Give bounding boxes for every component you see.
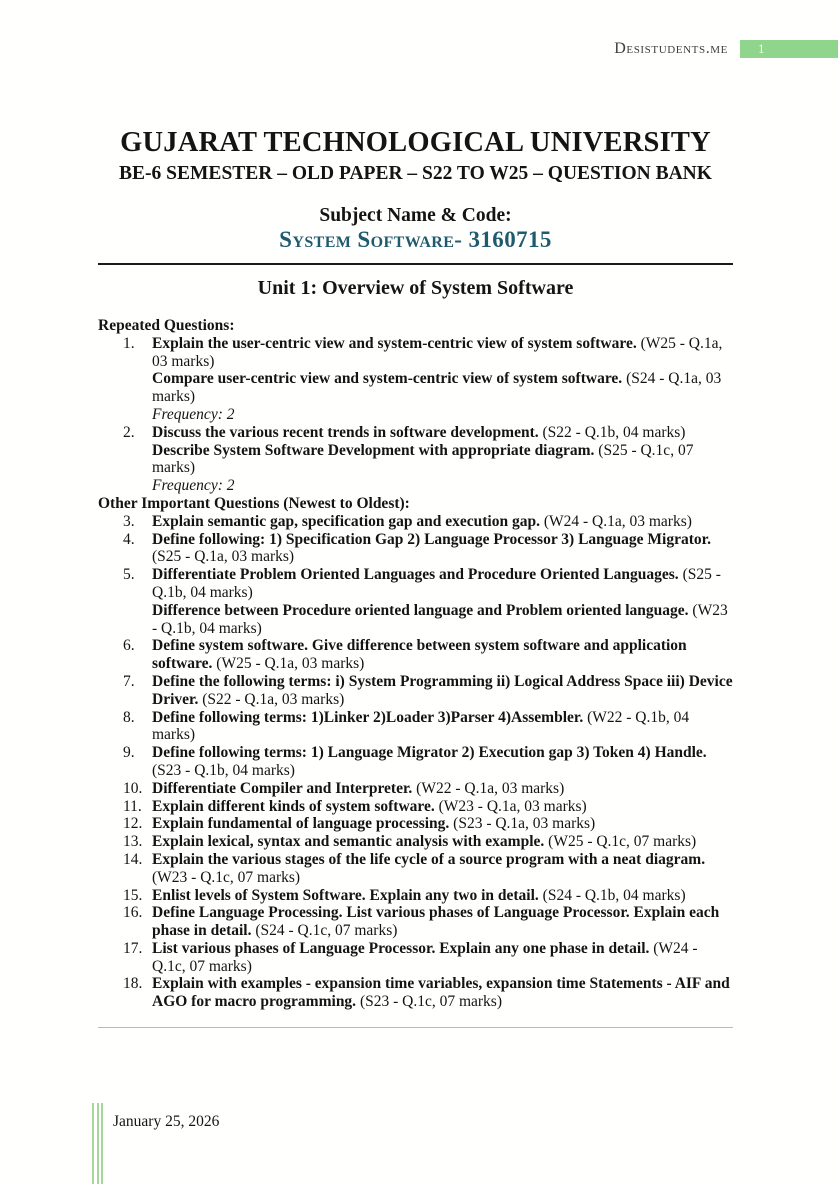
green-stripe (97, 1103, 99, 1184)
question-line (152, 673, 733, 709)
question-body (152, 975, 733, 1011)
question-ref: (S22 - Q.1b, 04 marks) (538, 423, 686, 441)
question-text: Enlist levels of System Software. Explain any two in detail. (152, 886, 539, 904)
question-ref: (W22 - Q.1a, 03 marks) (412, 779, 565, 797)
question-body (152, 424, 733, 495)
question-number: 11. (123, 797, 142, 815)
question-item (98, 673, 733, 709)
question-body (152, 940, 733, 976)
question-line (152, 513, 733, 531)
question-item (98, 975, 733, 1011)
question-body (152, 904, 733, 940)
question-text: Differentiate Problem Oriented Languages and Procedure Oriented Languages. (152, 566, 679, 584)
question-ref: (W23 - Q.1a, 03 marks) (434, 797, 587, 815)
question-item (98, 531, 733, 567)
question-number: 7. (123, 672, 135, 690)
question-line (152, 637, 733, 673)
question-body (152, 709, 733, 745)
question-line (152, 744, 733, 780)
question-item (98, 798, 733, 816)
question-number: 10. (123, 779, 143, 797)
question-body (152, 780, 733, 798)
green-stripe (92, 1103, 94, 1184)
question-number: 12. (123, 815, 143, 833)
question-item (98, 335, 733, 424)
question-ref: (W24 - Q.1a, 03 marks) (539, 512, 692, 530)
question-number: 13. (123, 833, 143, 851)
footer-decoration-stripes (92, 1103, 106, 1184)
question-line (152, 940, 733, 976)
question-number: 14. (123, 850, 143, 868)
divider-line-light (98, 1027, 733, 1028)
question-number: 6. (123, 637, 135, 655)
subject-label: Subject Name & Code: (319, 205, 512, 226)
question-body (152, 637, 733, 673)
question-number: 3. (123, 512, 135, 530)
question-item (98, 851, 733, 887)
question-item (98, 566, 733, 637)
subject-code: System Software- 3160715 (279, 227, 552, 252)
page-title: GUJARAT TECHNOLOGICAL UNIVERSITY (120, 127, 711, 158)
question-line (152, 798, 733, 816)
question-number: 18. (123, 975, 143, 993)
question-text: Explain the user-centric view and system-centric view of system software. (152, 334, 637, 352)
question-text: Explain semantic gap, specification gap and execution gap. (152, 512, 540, 530)
question-text: Explain fundamental of language processing. (152, 815, 450, 833)
question-ref: (W25 - Q.1a, 03 marks) (152, 334, 723, 370)
question-item (98, 780, 733, 798)
site-header (614, 40, 838, 58)
question-body (152, 566, 733, 637)
question-ref: (S22 - Q.1a, 03 marks) (198, 690, 345, 708)
unit-heading: Unit 1: Overview of System Software (257, 277, 574, 299)
question-line (152, 442, 733, 478)
page-subtitle: BE-6 SEMESTER – OLD PAPER – S22 TO W25 – QUESTION BANK (119, 163, 712, 184)
question-body (152, 815, 733, 833)
question-ref: (S23 - Q.1c, 07 marks) (356, 993, 502, 1011)
question-line (152, 851, 733, 887)
question-text: Difference between Procedure oriented language and Problem oriented language. (152, 601, 689, 619)
frequency-note: Frequency: 2 (152, 405, 235, 423)
question-number: 8. (123, 708, 135, 726)
question-number: 4. (123, 530, 135, 548)
question-line (152, 904, 733, 940)
question-ref: (S23 - Q.1a, 03 marks) (449, 815, 596, 833)
green-stripe (101, 1103, 103, 1184)
page-content (0, 126, 838, 1028)
question-text: Define following terms: 1) Language Migrator 2) Execution gap 3) Token 4) Handle. (152, 744, 707, 762)
question-text: Explain different kinds of system software. (152, 797, 435, 815)
question-body (152, 798, 733, 816)
question-line (152, 566, 733, 602)
question-line (152, 887, 733, 905)
question-number: 17. (123, 939, 143, 957)
question-text: Describe System Software Development with appropriate diagram. (152, 441, 595, 459)
question-number: 1. (123, 334, 135, 352)
question-ref: (S25 - Q.1a, 03 marks) (152, 548, 295, 566)
question-number: 15. (123, 886, 143, 904)
question-item (98, 940, 733, 976)
question-line (152, 709, 733, 745)
question-text: Define following: 1) Specification Gap 2) Language Processor 3) Language Migrator. (152, 530, 711, 548)
question-ref: (S25 - Q.1c, 07 marks) (152, 441, 694, 477)
question-body (152, 531, 733, 567)
question-text: Explain lexical, syntax and semantic analysis with example. (152, 833, 545, 851)
question-ref: (W23 - Q.1c, 07 marks) (152, 868, 301, 886)
question-text: Differentiate Compiler and Interpreter. (152, 779, 413, 797)
question-number: 16. (123, 904, 143, 922)
site-name: Desistudents.me (614, 40, 728, 57)
section-heading: Repeated Questions: (98, 317, 235, 334)
question-ref: (S25 - Q.1b, 04 marks) (152, 566, 721, 601)
question-ref: (W22 - Q.1b, 04 marks) (152, 708, 690, 744)
question-ref: (S24 - Q.1c, 07 marks) (251, 922, 398, 940)
question-line (152, 815, 733, 833)
question-text: Discuss the various recent trends in software development. (152, 423, 539, 441)
question-body (152, 851, 733, 887)
question-line (152, 531, 733, 567)
question-ref: (S24 - Q.1b, 04 marks) (538, 886, 686, 904)
question-item (98, 637, 733, 673)
question-ref: (W24 - Q.1c, 07 marks) (152, 939, 698, 975)
question-line (152, 602, 733, 638)
question-text: Define the following terms: i) System Programming ii) Logical Address Space iii) Device Driver. (152, 672, 733, 708)
question-ref: (W25 - Q.1c, 07 marks) (544, 833, 697, 851)
question-text: Define Language Processing. List various phases of Language Processor. Explain each phase in detail. (152, 904, 720, 940)
question-text: Define following terms: 1)Linker 2)Loader 3)Parser 4)Assembler. (152, 708, 584, 726)
question-number: 5. (123, 566, 135, 584)
question-ref: (S24 - Q.1a, 03 marks) (152, 370, 722, 406)
question-body (152, 887, 733, 905)
frequency-note: Frequency: 2 (152, 477, 235, 495)
question-item (98, 887, 733, 905)
divider-line-dark (98, 263, 733, 265)
question-line (152, 424, 733, 442)
question-line (152, 335, 733, 371)
question-text: Explain the various stages of the life cycle of a source program with a neat diagram. (152, 850, 706, 868)
question-text: List various phases of Language Processor. Explain any one phase in detail. (152, 939, 650, 957)
question-line (152, 780, 733, 798)
question-item (98, 815, 733, 833)
question-sections (98, 317, 733, 1011)
question-text: Explain with examples - expansion time variables, expansion time Statements - AIF and AGO for macro programming. (152, 975, 730, 1011)
question-body (152, 673, 733, 709)
question-line (152, 975, 733, 1011)
question-item (98, 744, 733, 780)
question-body (152, 335, 733, 424)
question-number: 9. (123, 744, 135, 762)
question-item (98, 904, 733, 940)
question-body (152, 744, 733, 780)
question-ref: (W23 - Q.1b, 04 marks) (152, 601, 728, 637)
question-item (98, 513, 733, 531)
question-ref: (S23 - Q.1b, 04 marks) (152, 761, 295, 779)
question-text: Define system software. Give difference between system software and application software. (152, 637, 687, 673)
question-item (98, 833, 733, 851)
question-body (152, 513, 733, 531)
section-heading: Other Important Questions (Newest to Oldest): (98, 494, 410, 512)
question-ref: (W25 - Q.1a, 03 marks) (212, 655, 365, 673)
question-item (98, 424, 733, 495)
question-line (152, 833, 733, 851)
page-number-badge: 1 (740, 40, 838, 58)
question-text: Compare user-centric view and system-centric view of system software. (152, 370, 623, 388)
question-item (98, 709, 733, 745)
question-line (152, 370, 733, 406)
date-text: January 25, 2026 (113, 1113, 220, 1130)
question-body (152, 833, 733, 851)
question-number: 2. (123, 423, 135, 441)
